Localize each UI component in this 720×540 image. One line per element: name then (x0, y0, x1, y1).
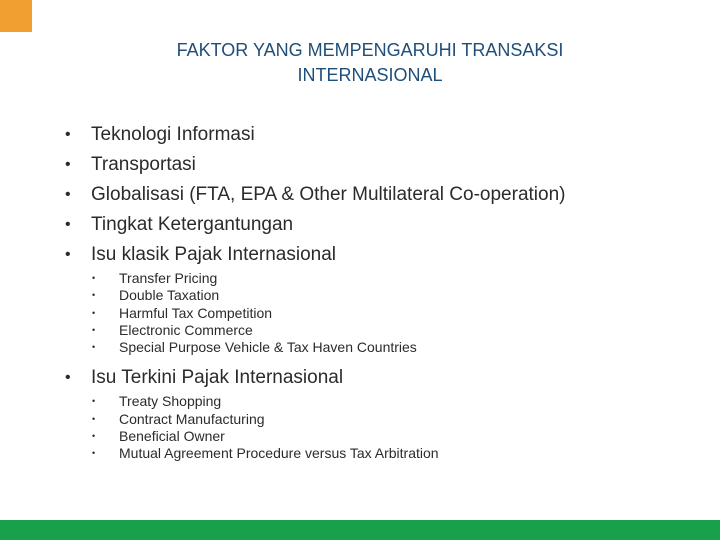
sub-bullet-list (91, 270, 685, 356)
sub-list-item (91, 287, 685, 304)
corner-accent (0, 0, 32, 32)
sub-item-label: Contract Manufacturing (119, 410, 265, 427)
spacer (91, 356, 685, 363)
sub-list-item (91, 270, 685, 287)
list-item (65, 180, 685, 210)
list-item-label: Isu klasik Pajak Internasional (91, 244, 337, 265)
bullet-icon: • (65, 126, 71, 143)
bullet-icon: • (65, 369, 71, 387)
bullet-icon: • (65, 186, 71, 203)
sub-bullet-icon: • (92, 431, 96, 442)
sub-bullet-icon: • (92, 290, 96, 301)
list-item (65, 210, 685, 240)
sub-list-item (91, 339, 685, 356)
sub-bullet-icon: • (92, 413, 96, 424)
sub-item-label: Electronic Commerce (119, 321, 253, 338)
title-line-2: INTERNASIONAL (297, 65, 443, 85)
sub-item-label: Special Purpose Vehicle & Tax Haven Countries (119, 339, 417, 356)
bullet-icon: • (65, 156, 71, 173)
sub-bullet-icon: • (92, 448, 96, 459)
list-item (65, 240, 685, 363)
sub-bullet-icon: • (92, 324, 96, 335)
list-item-label: Isu Terkini Pajak Internasional (91, 367, 344, 389)
main-bullet-list (65, 120, 685, 463)
sub-list-item (91, 428, 685, 445)
slide-title (60, 38, 680, 88)
sub-bullet-icon: • (92, 342, 96, 353)
sub-bullet-list (91, 393, 685, 462)
sub-item-label: Treaty Shopping (119, 393, 222, 410)
list-item-label: Transportasi (91, 154, 196, 175)
sub-bullet-icon: • (92, 307, 96, 318)
bullet-icon: • (65, 216, 71, 233)
bullet-icon: • (65, 246, 71, 263)
bottom-accent-bar (0, 520, 720, 540)
sub-bullet-icon: • (92, 396, 96, 407)
list-item (65, 363, 685, 462)
list-item-label: Teknologi Informasi (91, 124, 255, 145)
sub-list-item (91, 411, 685, 428)
title-line-1: FAKTOR YANG MEMPENGARUHI TRANSAKSI (176, 40, 564, 60)
sub-list-item (91, 393, 685, 410)
list-item-label: Tingkat Ketergantungan (91, 214, 294, 235)
list-item (65, 120, 685, 150)
sub-item-label: Harmful Tax Competition (119, 304, 273, 321)
sub-list-item (91, 445, 685, 462)
sub-bullet-icon: • (92, 273, 96, 283)
list-item (65, 150, 685, 180)
sub-item-label: Double Taxation (119, 287, 220, 304)
sub-list-item (91, 322, 685, 339)
sub-item-label: Transfer Pricing (119, 270, 218, 286)
sub-item-label: Beneficial Owner (119, 428, 225, 445)
sub-item-label: Mutual Agreement Procedure versus Tax Arbitration (119, 445, 439, 462)
sub-list-item (91, 305, 685, 322)
list-item-label: Globalisasi (FTA, EPA & Other Multilateral Co-operation) (91, 184, 566, 205)
